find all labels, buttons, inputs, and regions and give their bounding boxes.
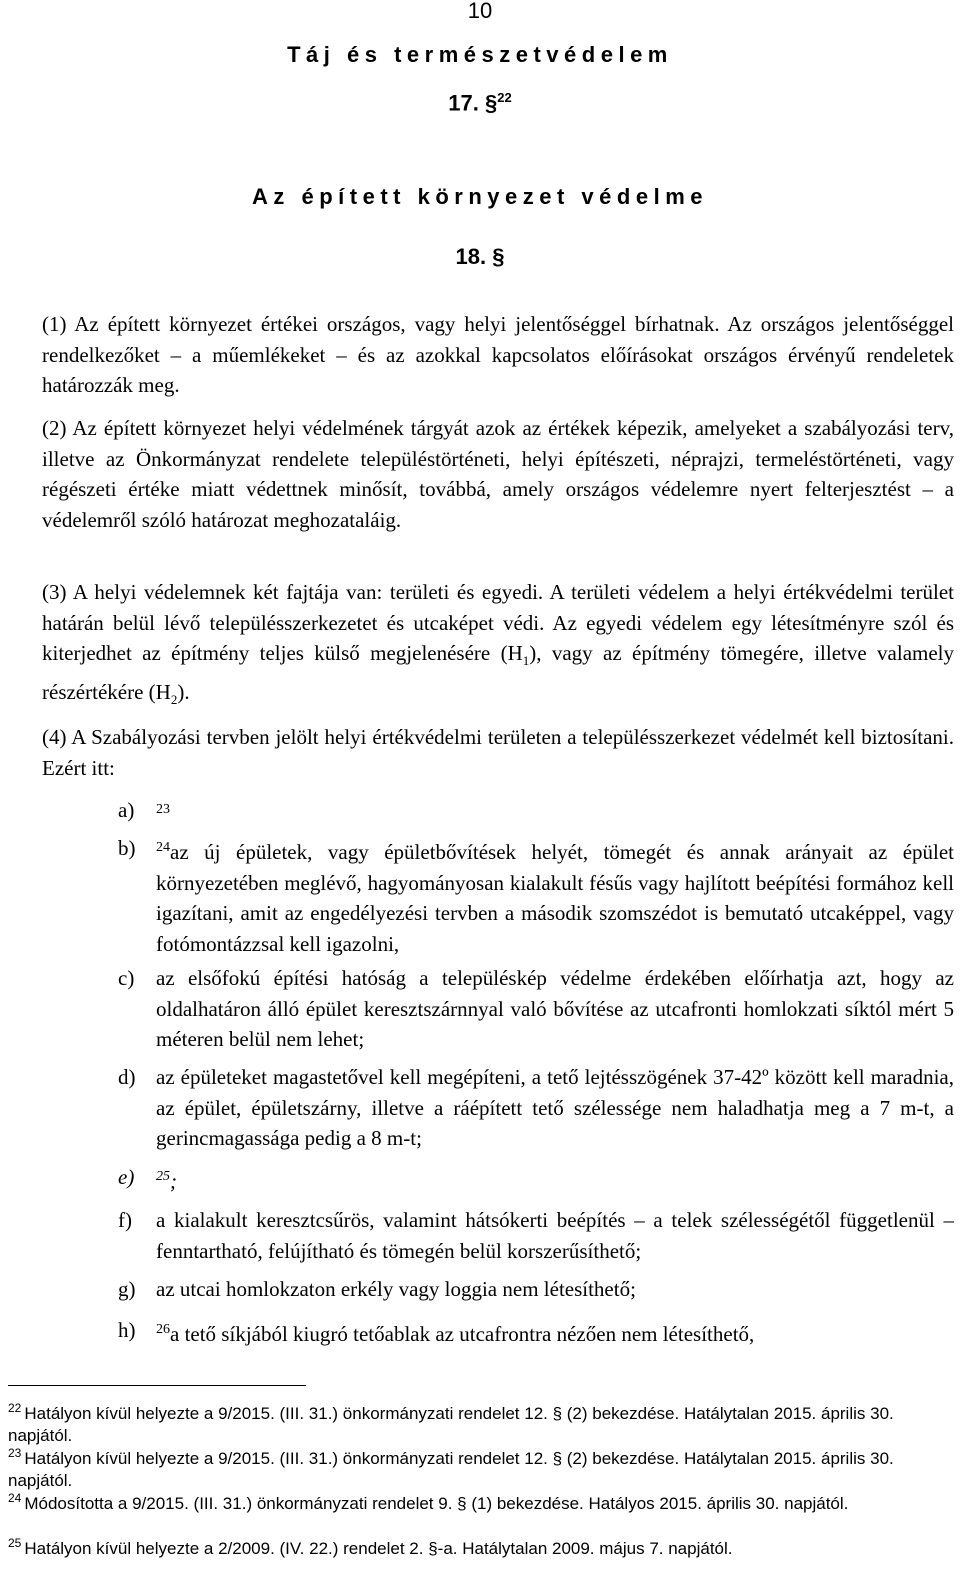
footnote-ref-24[interactable]: 24 — [156, 840, 170, 855]
item-label: h) — [118, 1318, 136, 1342]
item-label: c) — [118, 966, 135, 990]
chapter-title: Táj és természetvédelem — [287, 42, 673, 67]
paragraph-1: (1) Az épített környezet értékei országos, vagy helyi jelentőséggel bírhatnak. Az országos jelentőséggel rendelkezőket – a műemlékeket – és az azokkal kapcsolatos előírásokat országos érvényű rendeletek határozzák meg. — [42, 312, 954, 397]
item-label: f) — [118, 1208, 132, 1232]
item-label: a) — [118, 798, 135, 822]
item-text: az utcai homlokzaton erkély vagy loggia nem létesíthető; — [156, 1277, 636, 1301]
section-18-heading: 18. § — [455, 244, 505, 269]
footnote-ref-26[interactable]: 26 — [156, 1322, 170, 1337]
section-17-heading — [0, 90, 960, 116]
footnote-number: 22 — [8, 1401, 22, 1415]
item-text: az épületeket magastetővel kell megépíteni, a tető lejtésszögének 37-42º között kell maradnia, az épület, épületszárny, illetve a ráépített tető szélessége nem haladhatja meg a 7 m-t, a gerincmagassága pedig a 8 m-t; — [156, 1065, 954, 1150]
footnote-ref-23[interactable]: 23 — [156, 802, 170, 817]
footnote-22 — [8, 1397, 948, 1447]
item-label: e) — [118, 1165, 135, 1189]
footnote-number: 23 — [8, 1446, 22, 1460]
subscript-h2: 2 — [170, 691, 178, 707]
footnote-number: 24 — [8, 1491, 22, 1505]
item-label: b) — [118, 836, 136, 860]
item-label: g) — [118, 1277, 136, 1301]
chapter-2-title: Az épített környezet védelme — [252, 184, 708, 209]
paragraph-2: (2) Az épített környezet helyi védelmének tárgyát azok az értékek képezik, amelyeket a szabályozási terv, illetve az Önkormányzat rendelete településtörténeti, helyi építészeti, néprajzi, termeléstörténeti, vagy régészeti értéke miatt védettnek minősít, továbbá, amely országos védelemre nyert felterjesztést – a védelemről szóló határozat meghozataláig. — [42, 416, 954, 532]
item-text: a tető síkjából kiugró tetőablak az utcafrontra nézően nem létesíthető, — [170, 1322, 755, 1346]
footnote-25 — [8, 1532, 948, 1560]
footnote-ref-25[interactable]: 25 — [156, 1169, 170, 1184]
paragraph-4: (4) A Szabályozási tervben jelölt helyi értékvédelmi területen a településszerkezet védelmét kell biztosítani. Ezért itt: — [42, 725, 954, 780]
footnote-number: 25 — [8, 1536, 22, 1550]
section-17-number: 17. § — [448, 90, 498, 116]
footnote-text: Hatályon kívül helyezte a 9/2015. (III. 31.) önkormányzati rendelet 12. § (2) bekezdése. Hatálytalan 2015. április 30. napjától. — [8, 1404, 894, 1445]
footnote-text: Hatályon kívül helyezte a 2/2009. (IV. 22.) rendelet 2. §-a. Hatálytalan 2009. május 7. napjától. — [24, 1539, 733, 1558]
page-number: 10 — [467, 0, 493, 23]
footnote-24 — [8, 1487, 948, 1515]
footnote-divider — [8, 1385, 306, 1386]
footnote-text: Módosította a 9/2015. (III. 31.) önkormányzati rendelet 9. § (1) bekezdése. Hatályos 2015. április 30. napjától. — [24, 1494, 849, 1513]
footnote-text: Hatályon kívül helyezte a 9/2015. (III. 31.) önkormányzati rendelet 12. § (2) bekezdése. Hatálytalan 2015. április 30. napjától. — [8, 1449, 894, 1490]
item-label: d) — [118, 1065, 136, 1089]
item-text: az új épületek, vagy épületbővítések helyét, tömegét és annak arányait az épület környezetében meglévő, hagyományosan kialakult fésűs vagy hajlított beépítési formához kell igazítani, amit az engedélyezési tervben a második szomszédot is bemutató utcaképpel, vagy fotómontázzsal kell igazolni, — [156, 840, 954, 956]
item-text: az elsőfokú építési hatóság a településkép védelme érdekében előírhatja azt, hogy az oldalhatáron álló épület keresztszárnnyal való bővítése az utcafronti homlokzati síktól mért 5 méteren belül nem lehet; — [156, 966, 954, 1051]
item-text: a kialakult keresztcsűrös, valamint hátsókerti beépítés – a telek szélességétől függetlenül – fenntartható, felújítható és tömegén belül korszerűsíthető; — [156, 1208, 954, 1263]
footnote-23 — [8, 1442, 948, 1492]
item-text: ; — [170, 1169, 177, 1193]
paragraph-3: (3) A helyi védelemnek két fajtája van: területi és egyedi. A területi védelem a helyi értékvédelmi terület határán belül lévő településszerkezetet és utcaképet védi. Az egyedi védelem egy létesítményre szól és kiterjedhet az építmény teljes külső megjelenésére $(H_1)$, vagy az építmény tömegére, illetve valamely részértékére $(H_2)$. — [42, 580, 954, 707]
footnote-ref-22[interactable]: 22 — [497, 90, 512, 105]
subscript-h1: 1 — [522, 653, 530, 669]
